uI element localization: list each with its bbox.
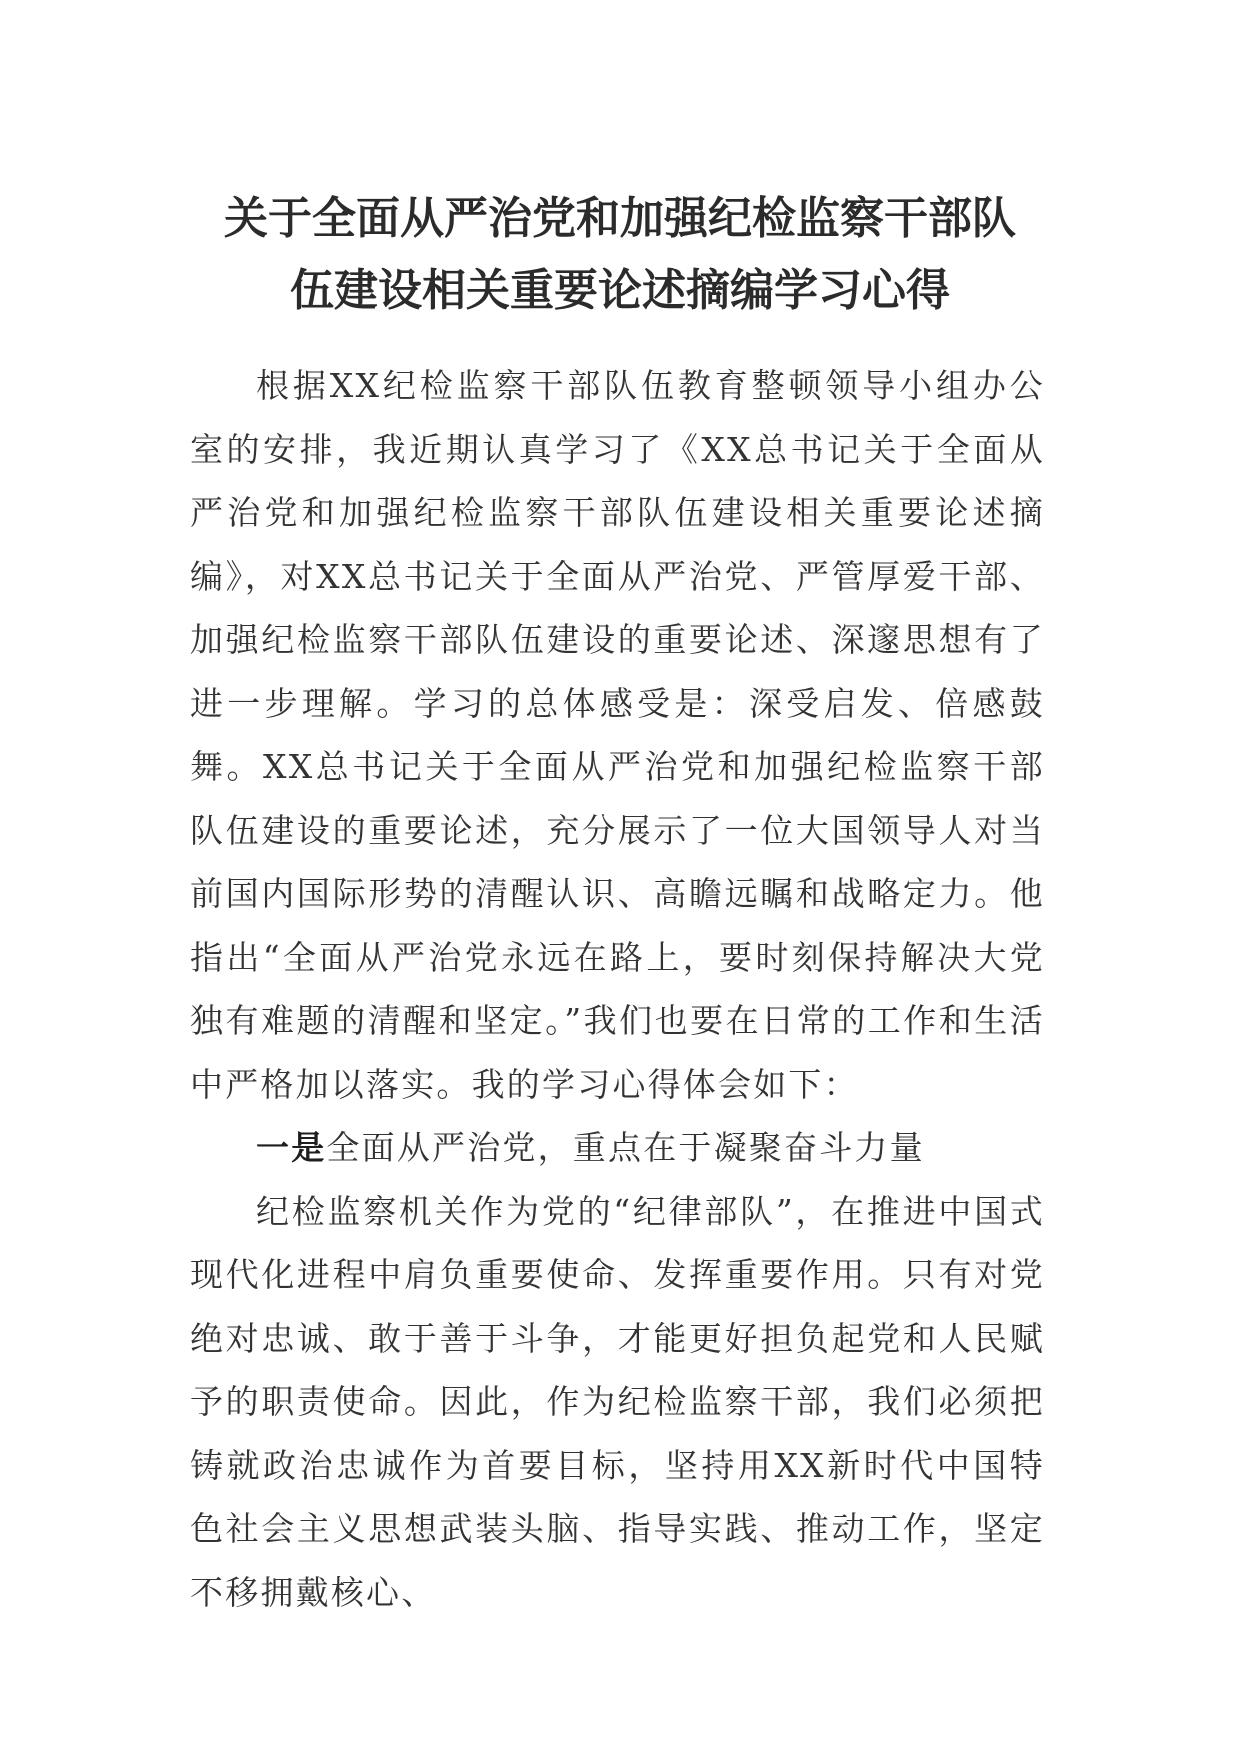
- document-title: [140, 183, 1100, 327]
- title-line-1: 关于全面从严治党和加强纪检监察干部队: [224, 193, 1016, 244]
- section-lead-label: 一是: [256, 1128, 327, 1167]
- paragraph-intro: 根据XX纪检监察干部队伍教育整顿领导小组办公室的安排，我近期认真学习了《XX总书记关于全面从严治党和加强纪检监察干部队伍建设相关重要论述摘编》，对XX总书记关于全面从严治党、严管厚爱干部、加强纪检监察干部队伍建设的重要论述、深邃思想有了进一步理解。学习的总体感受是：深受启发、倍感鼓舞。XX总书记关于全面从严治党和加强纪检监察干部队伍建设的重要论述，充分展示了一位大国领导人对当前国内国际形势的清醒认识、高瞻远瞩和战略定力。他指出“全面从严治党永远在路上，要时刻保持解决大党独有难题的清醒和坚定。”我们也要在日常的工作和生活中严格加以落实。我的学习心得体会如下：: [190, 366, 1045, 1104]
- title-line-2: 伍建设相关重要论述摘编学习心得: [290, 265, 950, 316]
- document-body: [190, 354, 1045, 1624]
- section-heading-text: 全面从严治党，重点在于凝聚奋斗力量: [326, 1128, 925, 1167]
- section-heading-1: [190, 1116, 1045, 1180]
- paragraph-section-1: 纪检监察机关作为党的“纪律部队”，在推进中国式现代化进程中肩负重要使命、发挥重要作用。只有对党绝对忠诚、敢于善于斗争，才能更好担负起党和人民赋予的职责使命。因此，作为纪检监察干部，我们必须把铸就政治忠诚作为首要目标，坚持用XX新时代中国特色社会主义思想武装头脑、指导实践、推动工作，坚定不移拥戴核心、: [190, 1191, 1045, 1612]
